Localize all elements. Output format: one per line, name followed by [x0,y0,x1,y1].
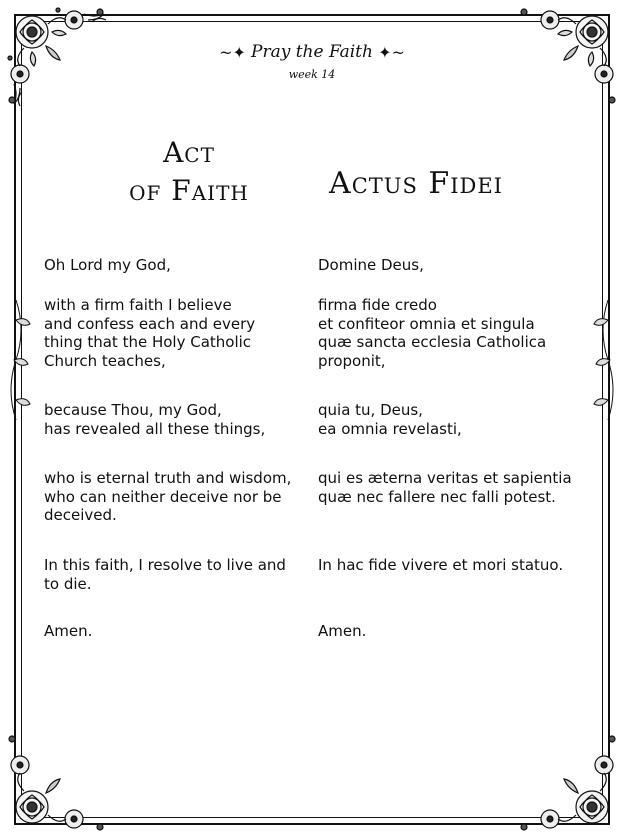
english-title-line1: Act [163,136,215,169]
english-paragraph: In this faith, I resolve to live and to die. [44,556,286,593]
header-title: Pray the Faith [251,42,373,62]
page-header [0,42,624,81]
english-paragraph: because Thou, my God, has revealed all these things, [44,401,266,438]
english-paragraph: Amen. [44,622,93,640]
english-paragraph: with a firm faith I believe and confess each and every thing that the Holy Catholic Church teaches, [44,296,256,370]
floral-corner-icon [502,717,622,837]
vine-ornament-icon [4,300,44,420]
latin-paragraph: qui es æterna veritas et sapientia quæ nec fallere nec falli potest. [318,469,572,506]
header-title-row [0,42,624,62]
flourish-right-icon: ✦~ [378,43,405,62]
english-title-line2: of Faith [129,174,249,207]
latin-title: Actus Fidei [329,166,503,201]
week-label: week 14 [288,68,336,81]
latin-paragraph: quia tu, Deus, ea omnia revelasti, [318,401,462,438]
english-title [84,134,294,210]
latin-paragraph: In hac fide vivere et mori statuo. [318,556,564,574]
english-paragraph: Oh Lord my God, [44,256,171,274]
latin-paragraph: Domine Deus, [318,256,424,274]
latin-paragraph: firma fide credo et confiteor omnia et singula quæ sancta ecclesia Catholica proponit, [318,296,547,370]
flourish-left-icon: ~✦ [219,43,246,62]
latin-paragraph: Amen. [318,622,367,640]
floral-corner-icon [2,717,122,837]
english-paragraph: who is eternal truth and wisdom, who can neither deceive nor be deceived. [44,469,292,524]
